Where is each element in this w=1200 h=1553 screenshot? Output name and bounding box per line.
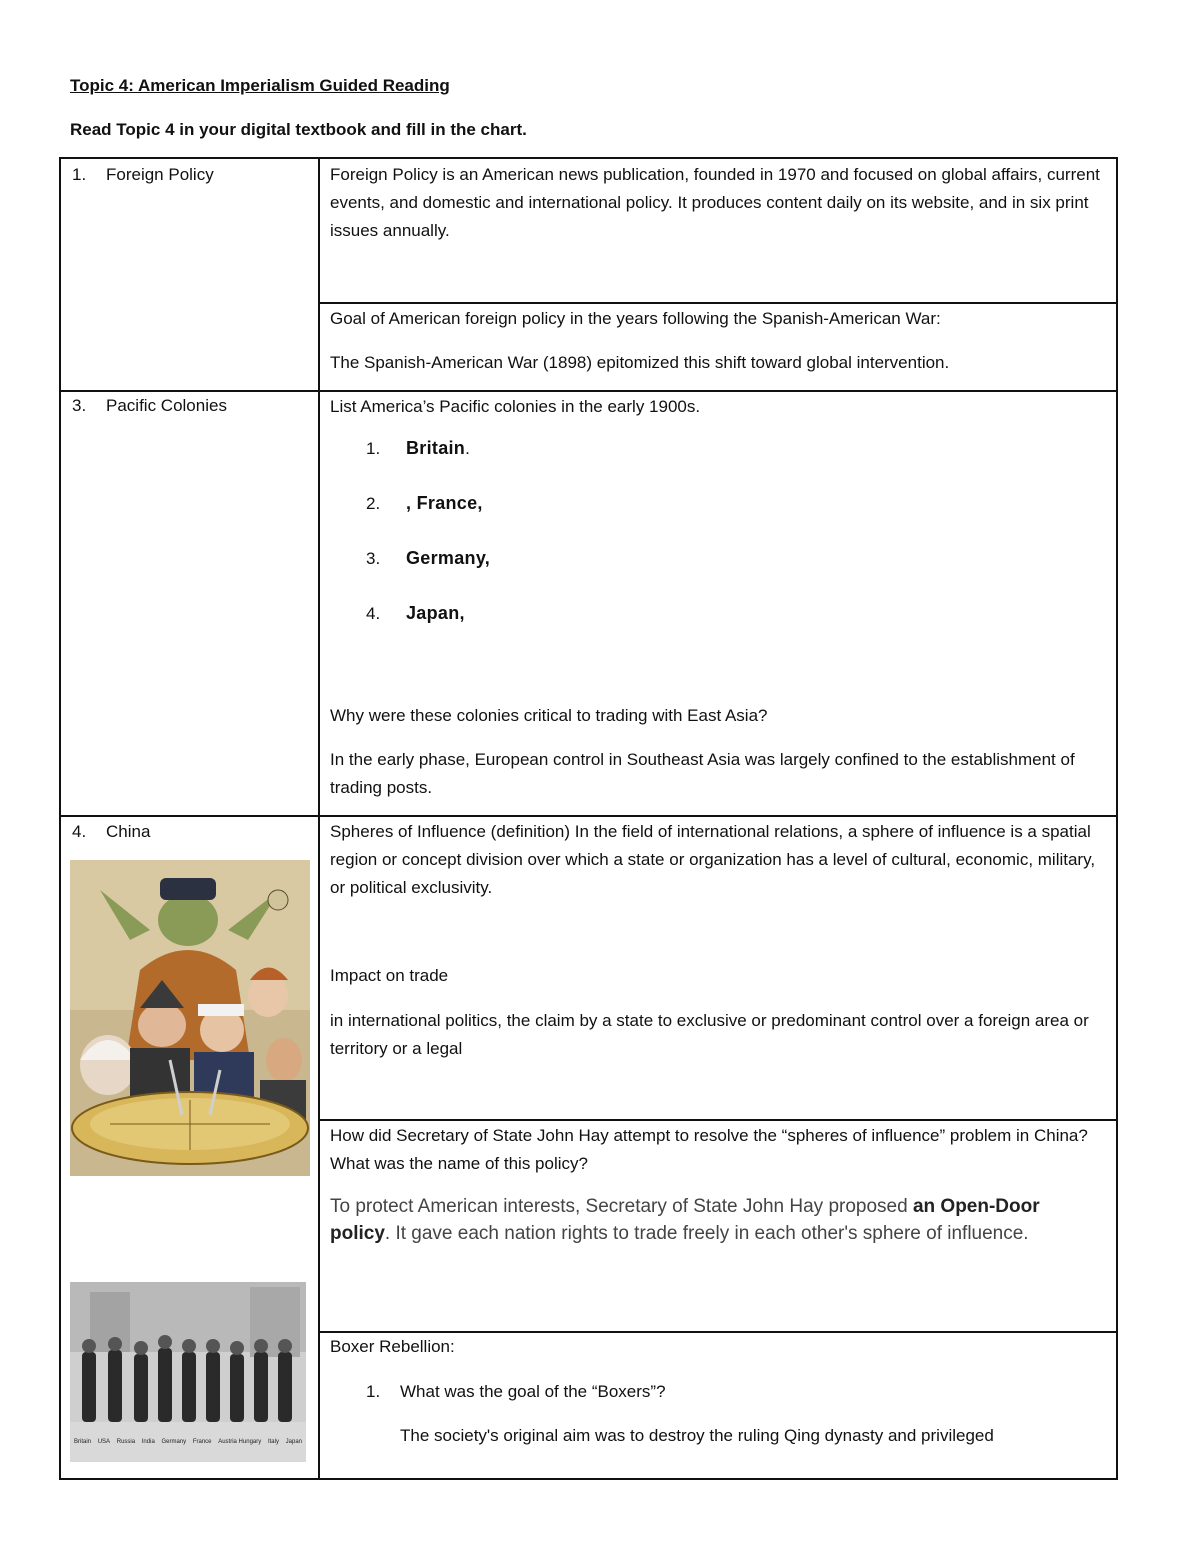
row-number: 3. xyxy=(72,396,87,415)
china-pie-cartoon-image xyxy=(70,860,310,1176)
pacific-why-question: Why were these colonies critical to trading with East Asia? xyxy=(330,706,768,725)
row-label-china xyxy=(72,818,150,846)
row-number: 4. xyxy=(72,822,87,841)
boxer-rebellion-label: Boxer Rebellion: xyxy=(330,1337,455,1356)
colony-list-item: 1. Britain. xyxy=(366,438,470,458)
photo-caption-row: Britain USA Russia India Germany France Austria Hungary Italy Japan xyxy=(74,1439,302,1445)
row-number: 1. xyxy=(72,165,87,184)
foreign-policy-goal-question: Goal of American foreign policy in the years following the Spanish-American War: xyxy=(330,309,941,328)
boxer-goal-question: 1. What was the goal of the “Boxers”? xyxy=(366,1382,666,1401)
pacific-list-question: List America’s Pacific colonies in the early 1900s. xyxy=(330,397,701,416)
impact-on-trade-answer: in international politics, the claim by a state to exclusive or predominant control over a foreign area or territory or a legal xyxy=(330,1011,1089,1058)
document-title: Topic 4: American Imperialism Guided Reading xyxy=(70,76,450,95)
john-hay-question: How did Secretary of State John Hay attempt to resolve the “spheres of influence” problem in China? What was the name of this policy? xyxy=(330,1126,1088,1173)
row-label-pacific-colonies xyxy=(72,392,227,420)
row-divider xyxy=(320,1119,1118,1121)
row-label-text: Pacific Colonies xyxy=(106,396,227,415)
colony-list-item: 2. , France, xyxy=(366,493,483,513)
column-divider xyxy=(318,159,320,1480)
foreign-policy-definition: Foreign Policy is an American news publication, founded in 1970 and focused on global affairs, current events, and domestic and international policy. It produces content daily on its website, and in six print issues annually. xyxy=(330,165,1100,240)
pacific-why-answer: In the early phase, European control in Southeast Asia was largely confined to the establishment of trading posts. xyxy=(330,750,1075,797)
colony-list-item: 3. Germany, xyxy=(366,548,491,568)
john-hay-answer: To protect American interests, Secretary of State John Hay proposed an Open-Door policy. It gave each nation rights to trade freely in each other's sphere of influence. xyxy=(330,1196,1040,1244)
row-divider xyxy=(61,815,1118,817)
colony-list-item: 4. Japan, xyxy=(366,603,465,623)
foreign-policy-goal-answer: The Spanish-American War (1898) epitomized this shift toward global intervention. xyxy=(330,353,950,372)
eight-nation-alliance-photo xyxy=(70,1282,306,1462)
row-label-text: China xyxy=(106,822,151,841)
spheres-of-influence-definition: Spheres of Influence (definition) In the field of international relations, a sphere of influence is a spatial region or concept division over which a state or organization has a level of cultural, economic, military, or political exclusivity. xyxy=(330,822,1096,897)
impact-on-trade-label: Impact on trade xyxy=(330,966,449,985)
row-label-text: Foreign Policy xyxy=(106,165,214,184)
row-label-foreign-policy xyxy=(72,161,214,189)
instructions: Read Topic 4 in your digital textbook and fill in the chart. xyxy=(70,120,527,139)
row-divider xyxy=(320,302,1118,304)
boxer-goal-answer: The society's original aim was to destroy the ruling Qing dynasty and privileged xyxy=(400,1426,994,1445)
